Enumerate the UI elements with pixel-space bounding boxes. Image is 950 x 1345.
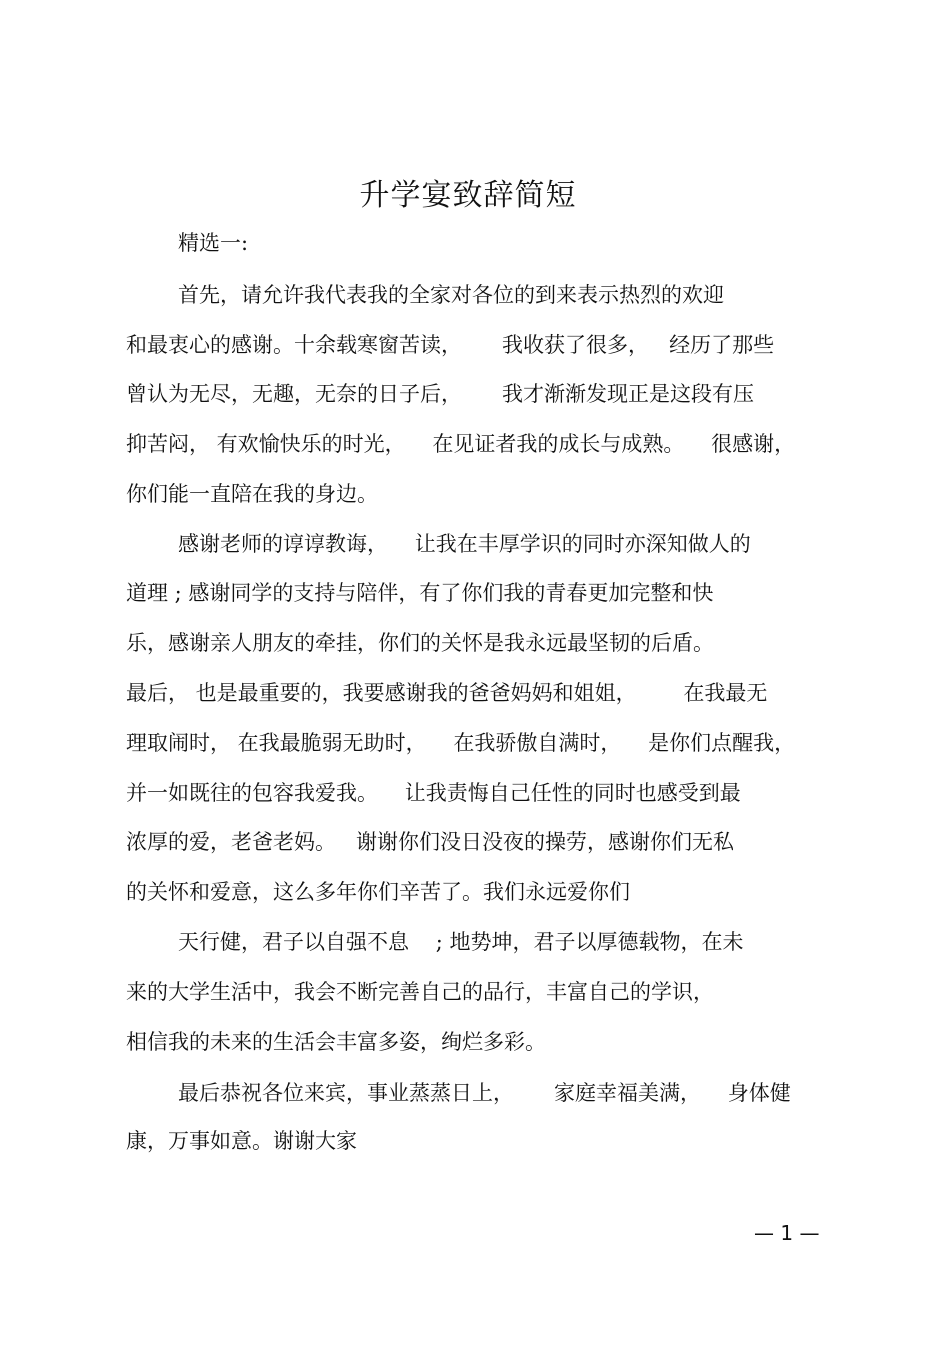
paragraph-line: 来的大学生活中，我会不断完善自己的品行，丰富自己的学识， (126, 980, 714, 1004)
paragraph-line: 康，万事如意。谢谢大家 (126, 1129, 357, 1153)
paragraph-line: 的关怀和爱意，这么多年你们辛苦了。我们永远爱你们 (126, 880, 630, 904)
page-number: — 1 — (754, 1221, 820, 1245)
paragraph-line: 道理 ; 感谢同学的支持与陪伴，有了你们我的青春更加完整和快 (126, 581, 714, 605)
paragraph-line: 最后， 也是最重要的，我要感谢我的爸爸妈妈和姐姐， 在我最无 (126, 681, 768, 705)
paragraph-line: 乐，感谢亲人朋友的牵挂，你们的关怀是我永远最坚韧的后盾。 (126, 631, 714, 655)
paragraph-line: 你们能一直陪在我的身边。 (126, 482, 378, 506)
document-title: 升学宴致辞简短 (359, 178, 577, 213)
paragraph-line: 并一如既往的包容我爱我。 让我责悔自己任性的同时也感受到最 (126, 781, 741, 805)
paragraph-line: 浓厚的爱，老爸老妈。 谢谢你们没日没夜的操劳，感谢你们无私 (126, 830, 735, 854)
paragraph-line: 天行健，君子以自强不息 ; 地势坤，君子以厚德载物，在未 (178, 930, 744, 954)
paragraph-line: 曾认为无尽，无趣，无奈的日子后， 我才渐渐发现正是这段有压 (126, 382, 755, 406)
paragraph-line: 理取闹时， 在我最脆弱无助时， 在我骄傲自满时， 是你们点醒我， (126, 731, 796, 755)
paragraph-line: 抑苦闷， 有欢愉快乐的时光， 在见证者我的成长与成熟。 很感谢， (126, 432, 796, 456)
paragraph-line: 感谢老师的谆谆教诲， 让我在丰厚学识的同时亦深知做人的 (178, 532, 751, 556)
paragraph-line: 相信我的未来的生活会丰富多姿，绚烂多彩。 (126, 1030, 546, 1054)
paragraph-line: 首先，请允许我代表我的全家对各位的到来表示热烈的欢迎 (178, 283, 724, 307)
paragraph-line: 和最衷心的感谢。十余载寒窗苦读， 我收获了很多， 经历了那些 (126, 333, 775, 357)
paragraph-line: 最后恭祝各位来宾，事业蒸蒸日上， 家庭幸福美满， 身体健 (178, 1081, 791, 1105)
section-label: 精选一: (178, 231, 249, 255)
